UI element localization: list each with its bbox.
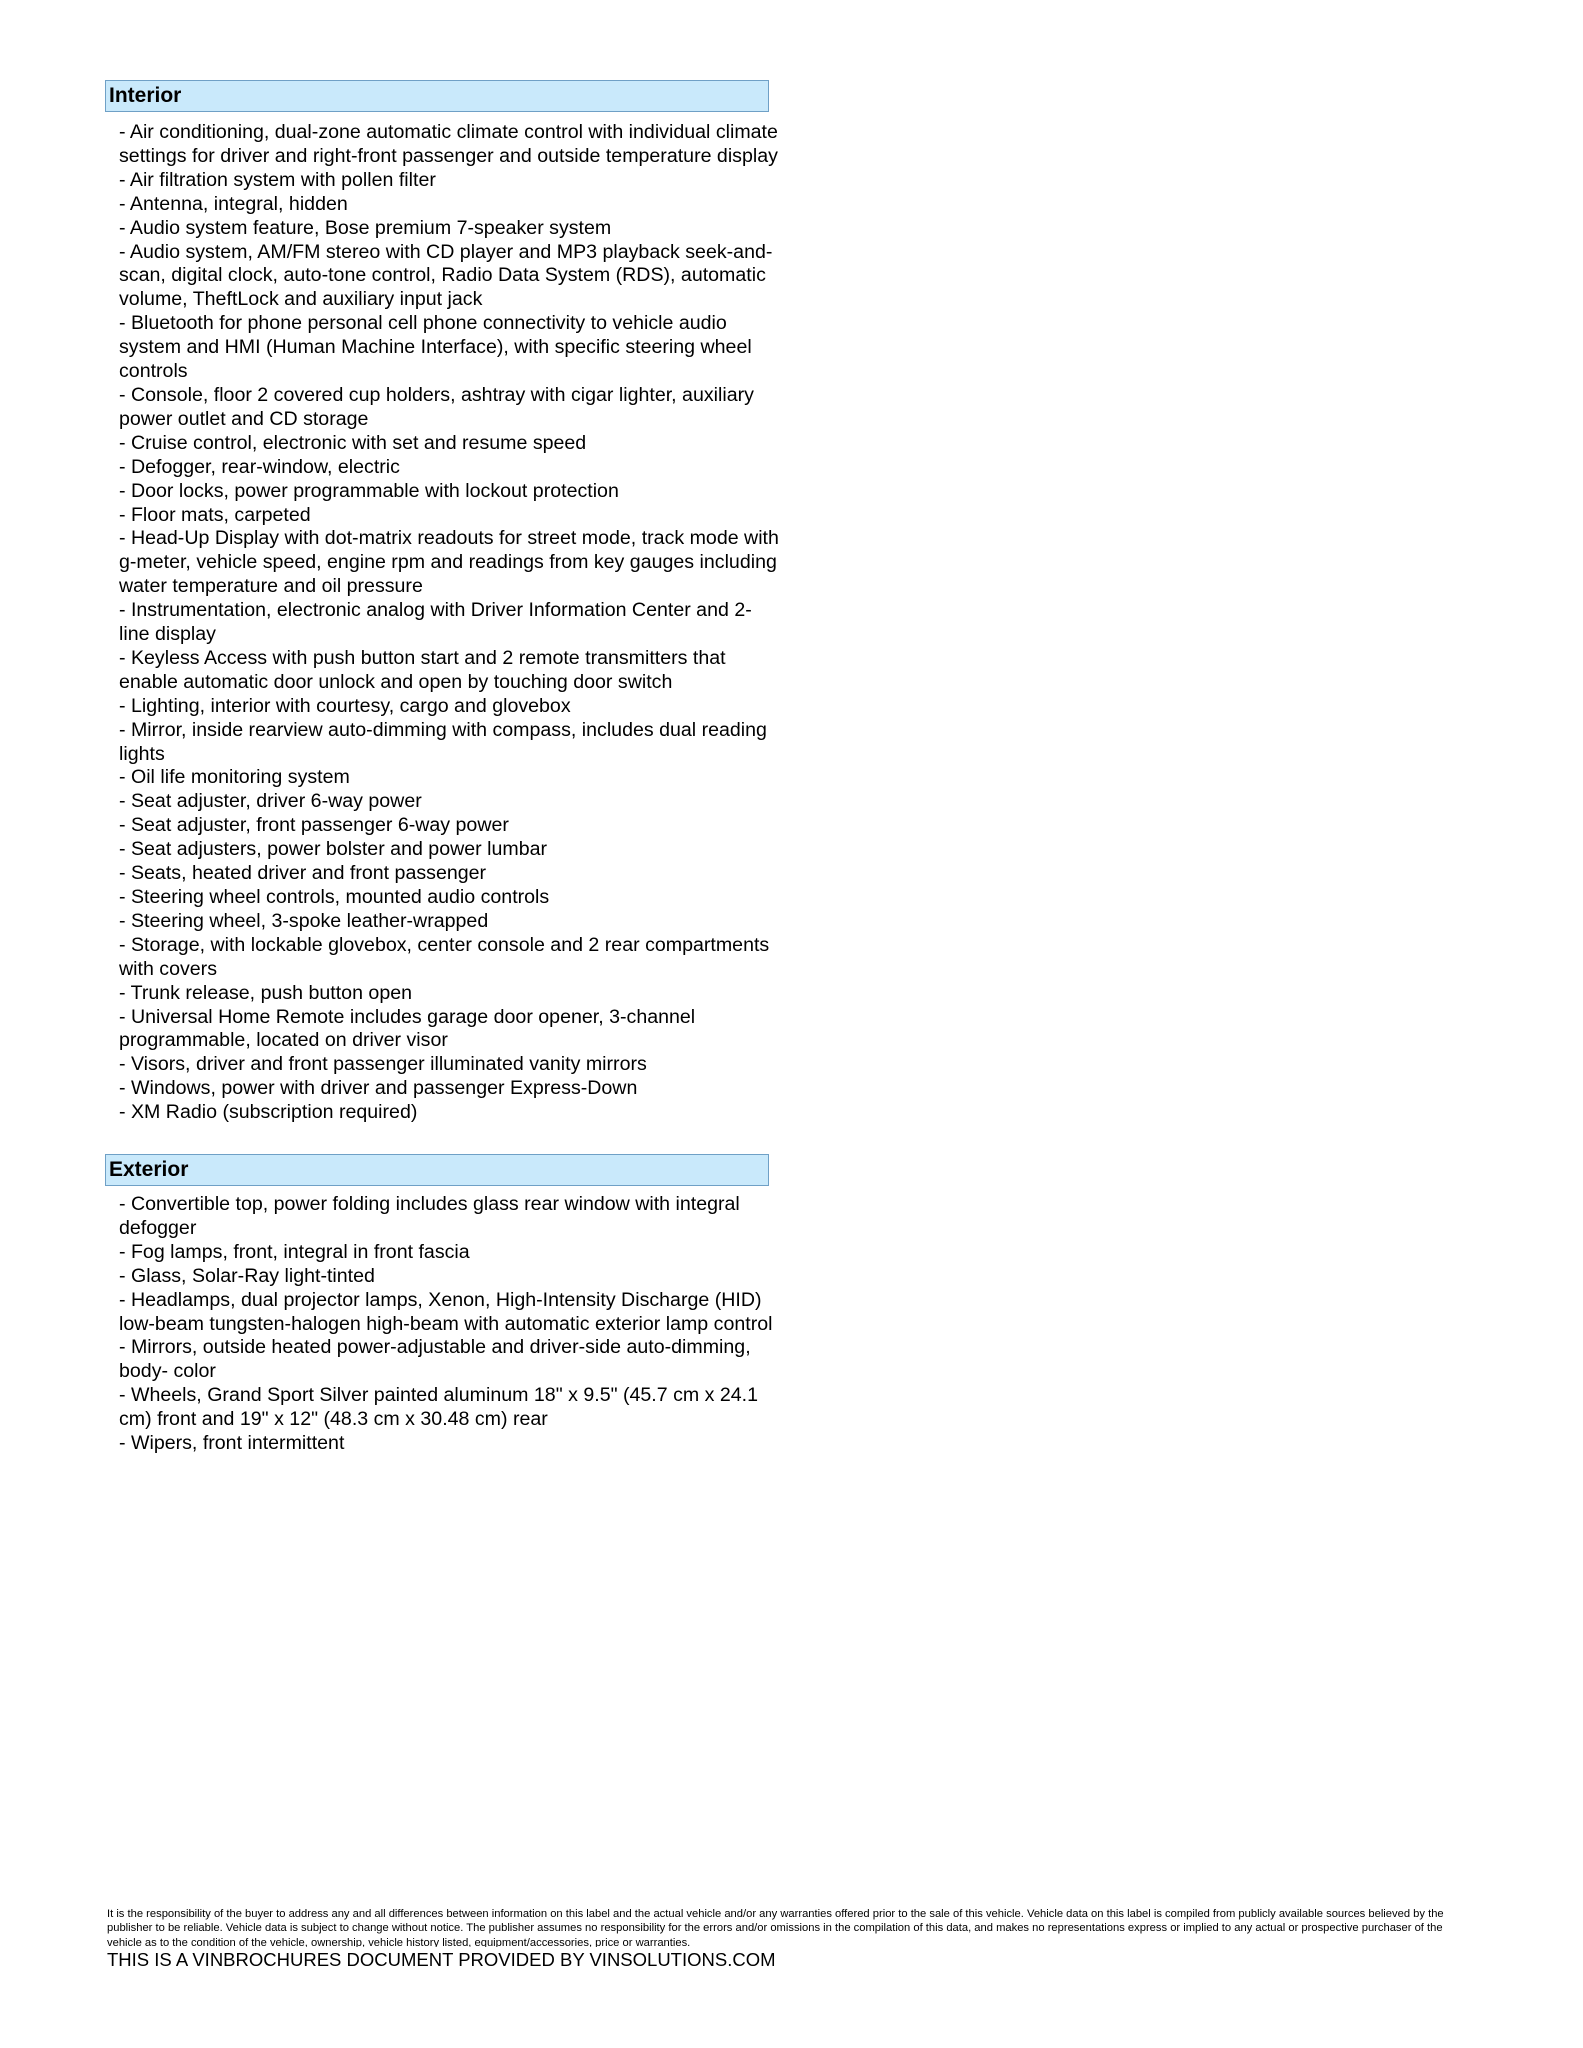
list-item: - Glass, Solar-Ray light-tinted <box>119 1264 375 1287</box>
provider-credit: THIS IS A VINBROCHURES DOCUMENT PROVIDED BY VINSOLUTIONS.COM <box>107 1949 776 1970</box>
list-item: - Console, floor 2 covered cup holders, ashtray with cigar lighter, auxiliary power outlet and CD storage <box>119 383 754 430</box>
list-item: - Seat adjuster, front passenger 6-way power <box>119 814 509 837</box>
list-item: - Mirrors, outside heated power-adjustable and driver-side auto-dimming, body- color <box>119 1336 751 1383</box>
list-item: - Headlamps, dual projector lamps, Xenon, High-Intensity Discharge (HID) low-beam tungsten-halogen high-beam with automatic exterior lamp control <box>119 1288 773 1335</box>
list-item: - Instrumentation, electronic analog with Driver Information Center and 2-line display <box>119 599 752 646</box>
list-item: - Wipers, front intermittent <box>119 1432 345 1455</box>
list-item: - Head-Up Display with dot-matrix readouts for street mode, track mode with g-meter, vehicle speed, engine rpm and readings from key gauges including water temperature and oil pressure <box>119 527 779 598</box>
list-item: - Lighting, interior with courtesy, cargo and glovebox <box>119 694 571 717</box>
list-item: - Audio system, AM/FM stereo with CD player and MP3 playback seek-and-scan, digital clock, auto-tone control, Radio Data System (RDS), automatic volume, TheftLock and auxiliary input jack <box>119 240 773 311</box>
list-item: - Keyless Access with push button start and 2 remote transmitters that enable automatic door unlock and open by touching door switch <box>119 646 726 693</box>
list-item: - Oil life monitoring system <box>119 766 350 789</box>
list-item: - Storage, with lockable glovebox, center console and 2 rear compartments with covers <box>119 933 770 980</box>
list-item: - Door locks, power programmable with lockout protection <box>119 479 619 502</box>
list-item: - Seat adjuster, driver 6-way power <box>119 790 422 813</box>
list-item: - Convertible top, power folding includes glass rear window with integral defogger <box>119 1193 740 1239</box>
list-item: - Wheels, Grand Sport Silver painted aluminum 18" x 9.5" (45.7 cm x 24.1 cm) front and 19" x 12" (48.3 cm x 30.48 cm) rear <box>119 1384 759 1431</box>
list-item: - Antenna, integral, hidden <box>119 192 348 215</box>
exterior-feature-list <box>119 1193 779 1456</box>
list-item: - Audio system feature, Bose premium 7-speaker system <box>119 216 612 239</box>
list-item: - Universal Home Remote includes garage door opener, 3-channel programmable, located on driver visor <box>119 1005 696 1052</box>
interior-section-header: Interior <box>105 80 769 112</box>
list-item: - Bluetooth for phone personal cell phone connectivity to vehicle audio system and HMI (Human Machine Interface), with specific steering wheel controls <box>119 312 752 383</box>
list-item: - Cruise control, electronic with set and resume speed <box>119 431 587 454</box>
list-item: - Steering wheel, 3-spoke leather-wrapped <box>119 909 489 932</box>
list-item: - Seats, heated driver and front passenger <box>119 862 487 885</box>
list-item: - Visors, driver and front passenger illuminated vanity mirrors <box>119 1053 647 1076</box>
list-item: - Seat adjusters, power bolster and power lumbar <box>119 838 548 861</box>
exterior-section-header: Exterior <box>105 1154 769 1186</box>
list-item: - Trunk release, push button open <box>119 981 413 1004</box>
list-item: - Fog lamps, front, integral in front fascia <box>119 1240 470 1263</box>
list-item: - Defogger, rear-window, electric <box>119 455 400 478</box>
disclaimer-text: It is the responsibility of the buyer to address any and all differences between information on this label and the actual vehicle and/or any warranties offered prior to the sale of this vehicle. Vehicle data on this label is compiled from publicly available sources believed by the publisher to be reliable. Vehicle data is subject to change without notice. The publisher assumes no responsibility for the errors and/or omissions in the compilation of this data, and makes no representations express or implied to any actual or prospective purchaser of the vehicle as to the condition of the vehicle, ownership, vehicle history listed, equipment/accessories, price or warranties. <box>107 1908 1444 1947</box>
interior-feature-list <box>119 121 779 1125</box>
list-item: - Windows, power with driver and passenger Express-Down <box>119 1077 638 1100</box>
list-item: - Floor mats, carpeted <box>119 503 311 526</box>
list-item: - Air conditioning, dual-zone automatic climate control with individual climate settings for driver and right-front passenger and outside temperature display <box>119 121 778 167</box>
list-item: - Air filtration system with pollen filter <box>119 168 436 191</box>
list-item: - Mirror, inside rearview auto-dimming with compass, includes dual reading lights <box>119 718 767 765</box>
list-item: - XM Radio (subscription required) <box>119 1101 418 1124</box>
list-item: - Steering wheel controls, mounted audio controls <box>119 886 550 908</box>
